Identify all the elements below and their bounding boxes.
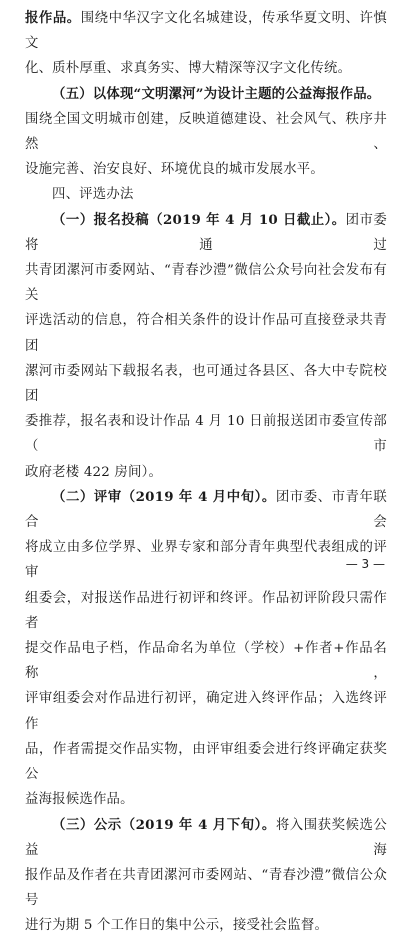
page-number: — 3 — — [345, 557, 385, 571]
para4-line2: 将成立由多位学界、业界专家和部分青年典型代表组成的评审 — [25, 540, 387, 581]
para2-line1: 围绕全国文明城市创建，反映道德建设、社会风气、秩序井然、 — [25, 111, 387, 153]
section4-heading: 四、评选办法 — [52, 187, 134, 203]
para4-line4: 提交作品电子档，作品命名为单位（学校）+作者+作品名称， — [25, 641, 387, 682]
para2-line2: 设施完善、治安良好、环境优良的城市发展水平。 — [25, 162, 324, 178]
para4-line3: 组委会，对报送作品进行初评和终评。作品初评阶段只需作者 — [25, 590, 387, 631]
para3-line3: 评选活动的信息，符合相关条件的设计作品可直接登录共青团 — [25, 313, 387, 354]
para4-line5: 评审组委会对作品进行初评，确定进入终评作品；入选终评作 — [25, 691, 387, 732]
para3-line2: 共青团漯河市委网站、“青春沙澧”微信公众号向社会发布有关 — [25, 263, 387, 304]
para4-line7: 益海报候选作品。 — [25, 792, 134, 808]
para5-bold: （三）公示（2019 年 4 月下旬）。 — [52, 816, 276, 833]
para1-line2: 化、质朴厚重、求真务实、博大精深等汉字文化传统。 — [25, 61, 352, 77]
para4-line6: 品，作者需提交作品实物，由评审组委会进行终评确定获奖公 — [25, 741, 387, 783]
para5-line1: （三）公示（2019 年 4 月下旬）。将入围获奖候选公益海 — [25, 816, 387, 858]
para1-bold: 报作品。 — [25, 10, 81, 26]
para4-bold: （二）评审（2019 年 4 月中旬）。 — [52, 488, 276, 505]
para3-line1: （一）报名投稿（2019 年 4 月 10 日截止）。团市委将通过 — [25, 211, 387, 253]
para3-bold: （一）报名投稿（2019 年 4 月 10 日截止）。 — [52, 211, 346, 228]
para1-line1: 报作品。围绕中华汉字文化名城建设，传承华夏文明、许慎文 — [25, 10, 387, 52]
para3-line4: 漯河市委网站下载报名表，也可通过各县区、各大中专院校团 — [25, 363, 387, 405]
para3-line5: 委推荐，报名表和设计作品 4 月 10 日前报送团市委宣传部（市 — [25, 414, 387, 455]
para3-line6: 政府老楼 422 房间）。 — [25, 464, 163, 480]
para2-heading: （五）以体现“文明漯河”为设计主题的公益海报作品。 — [52, 85, 381, 102]
para5-line2: 报作品及作者在共青团漯河市委网站、“青春沙澧”微信公众号 — [25, 867, 387, 909]
document-page — [25, 6, 387, 939]
para4-line1: （二）评审（2019 年 4 月中旬）。团市委、市青年联合会 — [25, 488, 387, 531]
para5-line3: 进行为期 5 个工作日的集中公示，接受社会监督。 — [25, 918, 329, 934]
